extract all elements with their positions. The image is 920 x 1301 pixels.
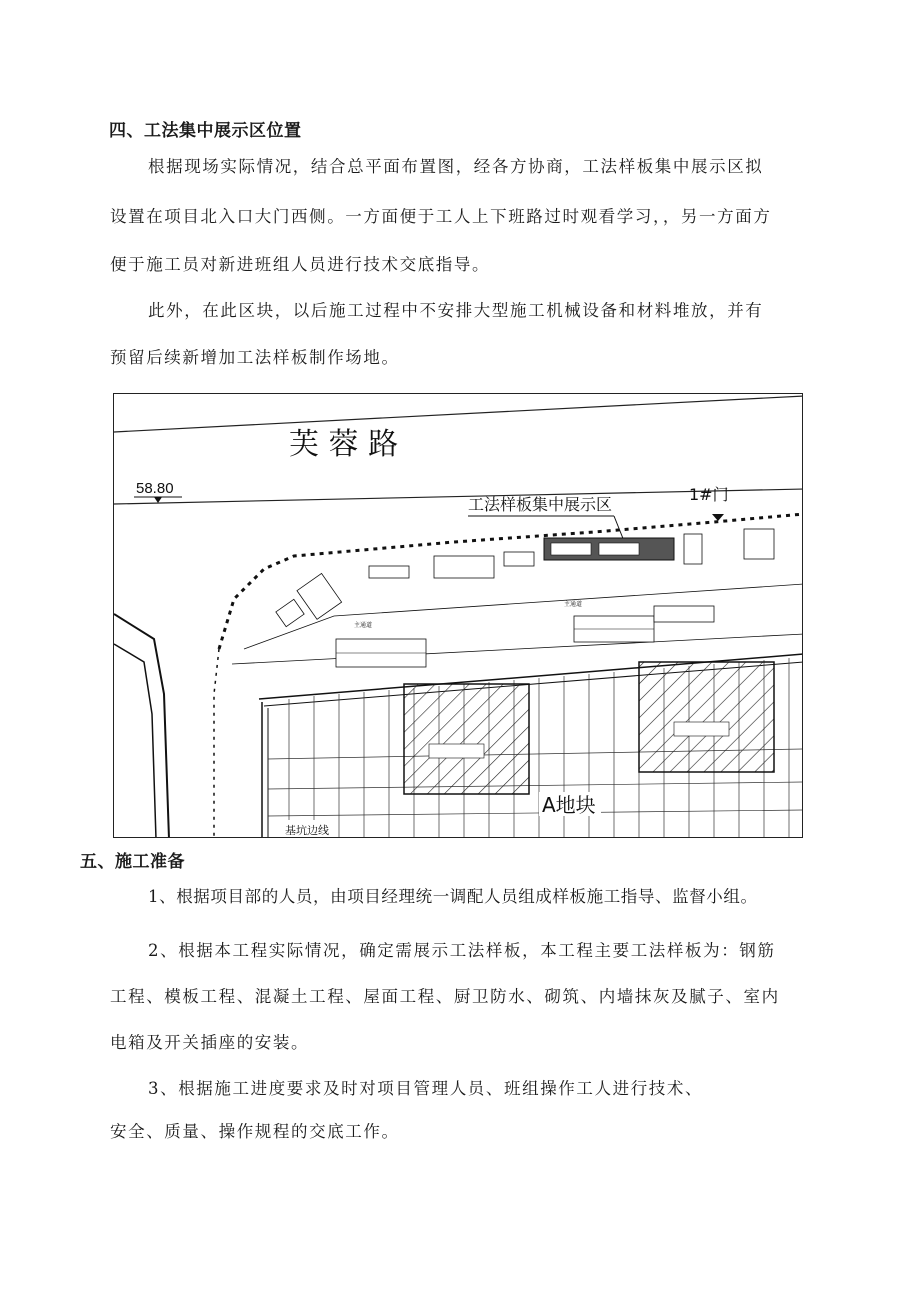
paragraph-line: 预留后续新增加工法样板制作场地。 [110,348,400,367]
temporary-building [684,534,702,564]
list-item: 2、根据本工程实际情况，确定需展示工法样板，本工程主要工法样板为：钢筋 [148,941,776,960]
paragraph-line: 根据现场实际情况，结合总平面布置图，经各方协商，工法样板集中展示区拟 [148,157,764,176]
section-5-heading: 五、施工准备 [80,852,185,872]
list-item: 安全、质量、操作规程的交底工作。 [110,1122,400,1141]
office-block [654,606,714,622]
building-footprint [404,684,529,794]
paragraph-line: 便于施工员对新进班组人员进行技术交底指导。 [110,255,491,274]
paragraph-line: 此外，在此区块，以后施工过程中不安排大型施工机械设备和材料堆放，并有 [148,301,764,320]
section-4-heading: 四、工法集中展示区位置 [109,121,302,141]
temporary-building [297,573,342,619]
site-plan-drawing [114,394,803,838]
gate-label: 1#门 [689,485,729,504]
temporary-building [276,599,304,626]
temporary-building [434,556,494,578]
block-label: A地块 [542,793,596,817]
temporary-building [744,529,774,559]
elevation-marker-icon [154,497,162,503]
list-item: 电箱及开关插座的安装。 [110,1033,310,1052]
main-road-label: 主通道 [564,601,583,608]
display-area-label: 工法样板集中展示区 [468,495,613,514]
temporary-building [504,552,534,566]
list-item: 工程、模板工程、混凝土工程、屋面工程、厨卫防水、砌筑、内墙抹灰及腻子、室内 [110,987,780,1006]
gate-marker-icon [712,514,724,521]
list-item: 1、根据项目部的人员，由项目经理统一调配人员组成样板施工指导、监督小组。 [148,887,758,906]
site-plan-figure [113,393,803,838]
main-road-label: 主通道 [354,622,373,629]
road-name-label: 芙 蓉 路 [289,427,399,462]
site-boundary [219,514,803,649]
building-footprint [639,662,774,772]
pit-edge-label: 基坑边线 [285,824,329,837]
elevation-label: 58.80 [136,480,174,497]
paragraph-line: 设置在项目北入口大门西侧。一方面便于工人上下班路过时观看学习，，另一方面方 [110,207,772,226]
list-item: 3、根据施工进度要求及时对项目管理人员、班组操作工人进行技术、 [148,1079,704,1098]
temporary-building [369,566,409,578]
road-edge-top [114,396,803,432]
